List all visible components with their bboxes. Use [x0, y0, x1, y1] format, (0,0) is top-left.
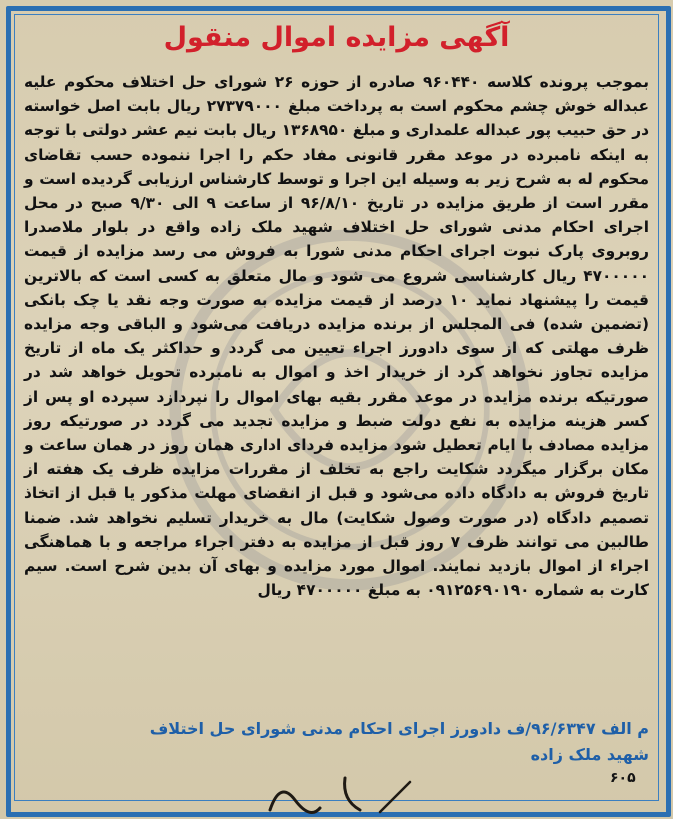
notice-title: آگهی مزایده اموال منقول: [163, 22, 510, 53]
notice-code: ۶۰۵: [610, 770, 636, 786]
notice-signature: [24, 716, 649, 768]
signature-line-2: شهید ملک زاده: [530, 745, 649, 764]
notice-body-text: بموجب پرونده کلاسه ۹۶۰۴۴۰ صادره از حوزه ۲۶ شورای حل اختلاف محکوم علیه عبداله خوش چشم محکوم است به پرداخت مبلغ ۲۷۳۷۹۰۰۰ ریال بابت اصل خواسته در حق حبیب پور عبداله علمداری و مبلغ ۱۳۶۸۹۵۰ ریال بابت نیم عشر دولتی با توجه به اینکه نامبرده در موعد مقرر قانونی مفاد حکم را اجرا ننموده حسب تقاضای محکوم له به شرح زیر به وسیله این اجرا و توسط کارشناس ارزیابی گردیده است و مقرر است از طریق مزایده در تاریخ ۹۶/۸/۱۰ از ساعت ۹ الی ۹/۳۰ صبح در محل اجرای احکام مدنی شورای حل اختلاف شهید ملک زاده واقع در بلوار ملاصدرا روبروی پارک نبوت اجرای احکام مدنی شورا به فروش می رسد مزایده از قیمت ۴۷۰۰۰۰۰ ریال کارشناسی شروع می شود و مال متعلق به کسی است که بالاترین قیمت را پیشنهاد نماید ۱۰ درصد از قیمت مزایده به صورت وجه نقد یا چک بانکی (تضمین شده) فی المجلس از برنده مزایده دریافت می‌شود و الباقی وجه مزایده ظرف مهلتی که از سوی دادورز اجراء تعیین می گردد و حداکثر یک ماه از تاریخ مزایده تجاوز نخواهد کرد از خریدار اخذ و اموال به نامبرده تحویل خواهد شد در صورتیکه برنده مزایده در موعد مقرر بقیه بهای اموال را نپردازد سپرده او پس از کسر هزینه مزایده به نفع دولت ضبط و مزایده تجدید می گردد در صورتیکه روز مزایده مصادف با ایام تعطیل شود مزایده فردای اداری همان روز در همان ساعت و مکان برگزار میگردد شکایت راجع به تخلف از مقررات مزایده ظرف یک هفته از تاریخ فروش به دادگاه داده می‌شود و قبل از انقضای مهلت مذکور یا قبل از اتخاذ تصمیم دادگاه (در صورت وصول شکایت) مال به خریدار تسلیم نخواهد شد. ضمنا طالبین می توانند ظرف ۷ روز قبل از مزایده به دفتر اجراء مراجعه و با هماهنگی اجراء از اموال بازدید نمایند. اموال مورد مزایده و بهای آن بدین شرح است. سیم کارت به شماره ۰۹۱۲۵۶۹۰۱۹۰ به مبلغ ۴۷۰۰۰۰۰ ریال: [24, 73, 649, 600]
handwritten-mark-icon: [250, 770, 430, 815]
signature-line-1: م الف ۹۶/۶۳۴۷/ف دادورز اجرای احکام مدنی شورای حل اختلاف: [149, 719, 649, 738]
notice-body: [24, 70, 649, 602]
